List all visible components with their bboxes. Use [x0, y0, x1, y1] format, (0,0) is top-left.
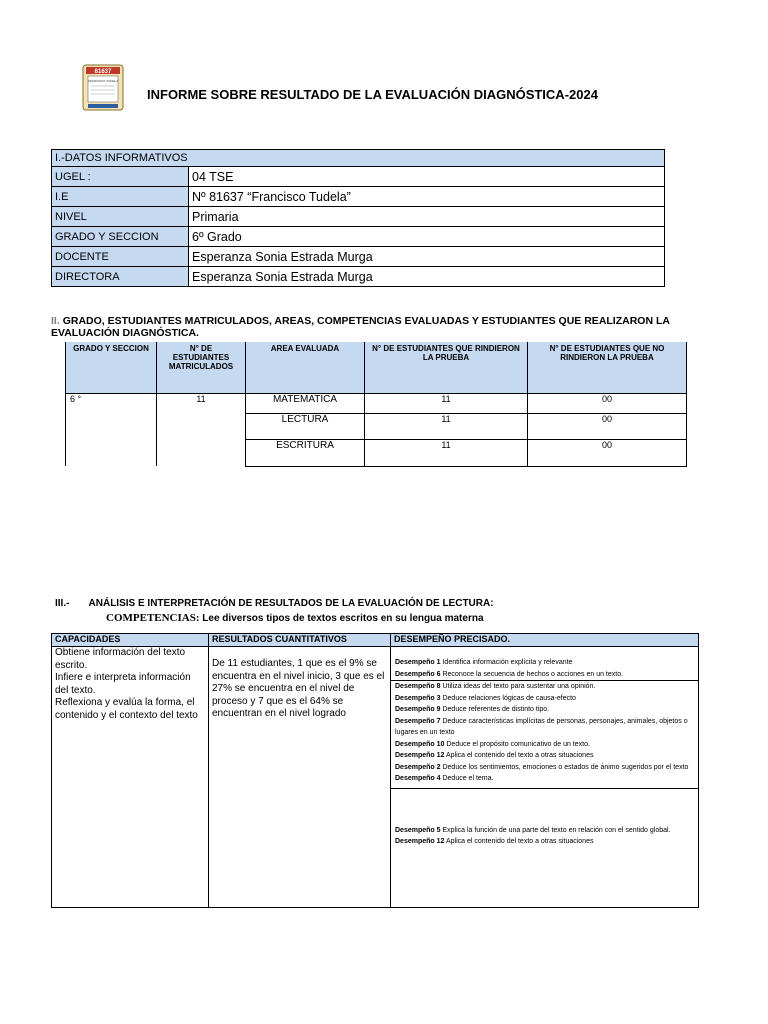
- col-header-area: AREA EVALUADA: [246, 342, 365, 394]
- logo-text: 81637: [94, 69, 112, 75]
- capacidad-item: Reflexiona y evalúa la forma, el contenido y el contexto del texto: [55, 697, 198, 721]
- section-2-title: GRADO, ESTUDIANTES MATRICULADOS, AREAS, COMPETENCIAS EVALUADAS Y ESTUDIANTES QUE REALIZARON LA EVALUACIÓN DIAGNÓSTICA.: [51, 315, 670, 339]
- col-header-no-rindieron: N° DE ESTUDIANTES QUE NO RINDIERON LA PRUEBA: [528, 342, 687, 394]
- section-2-number: II.: [51, 315, 60, 327]
- desempeno-item: Desempeño 12 Aplica el contenido del texto a otras situaciones: [395, 752, 594, 759]
- desempeno-item: Desempeño 9 Deduce referentes de distinto tipo.: [395, 706, 550, 713]
- table-row: [52, 227, 665, 247]
- matriculados-cell: 11: [157, 394, 246, 467]
- table-row: [52, 207, 665, 227]
- grado-value: 6º Grado: [189, 227, 665, 247]
- desempeno-cell: [391, 647, 699, 908]
- logo-caption: FRANCISCO TUDELA: [87, 79, 119, 83]
- section-3-title: ANÁLISIS E INTERPRETACIÓN DE RESULTADOS DE LA EVALUACIÓN DE LECTURA:: [88, 598, 494, 609]
- table-row: [52, 187, 665, 207]
- capacidad-item: Obtiene información del texto escrito.: [55, 647, 186, 671]
- nivel-value: Primaria: [189, 207, 665, 227]
- desempeno-item: Desempeño 5 Explica la función de una parte del texto en relación con el sentido global.: [395, 826, 671, 834]
- nivel-label: NIVEL: [52, 207, 189, 227]
- table-row: [66, 394, 687, 414]
- grado-label: GRADO Y SECCION: [52, 227, 189, 247]
- grado-cell: 6 °: [66, 394, 157, 467]
- desempeno-item: Desempeño 4 Deduce el tema.: [395, 775, 494, 782]
- area-cell: MATEMATICA: [246, 394, 365, 414]
- desempeno-group-c: [391, 788, 698, 888]
- section-2-heading: [51, 315, 741, 339]
- desempeno-item: Desempeño 2 Deduce los sentimientos, emociones o estados de ánimo sugeridos por el texto: [395, 763, 689, 771]
- competencias-text: Lee diversos tipos de textos escritos en su lengua materna: [202, 613, 484, 624]
- col-header-grado: GRADO Y SECCION: [66, 342, 157, 394]
- datos-heading: I.-DATOS INFORMATIVOS: [52, 150, 665, 167]
- table-row: [52, 247, 665, 267]
- page-title: INFORME SOBRE RESULTADO DE LA EVALUACIÓN DIAGNÓSTICA-2024: [147, 87, 598, 102]
- capacidades-cell: [52, 647, 209, 908]
- docente-value: Esperanza Sonia Estrada Murga: [189, 247, 665, 267]
- desempeno-item: Desempeño 10 Deduce el propósito comunicativo de un texto.: [395, 740, 590, 748]
- directora-value: Esperanza Sonia Estrada Murga: [189, 267, 665, 287]
- grado-estudiantes-table: [65, 342, 687, 467]
- competencias-line: [106, 612, 484, 624]
- datos-informativos-table: [51, 149, 665, 287]
- directora-label: DIRECTORA: [52, 267, 189, 287]
- section-3-heading: [55, 598, 494, 609]
- col-header-capacidades: CAPACIDADES: [52, 634, 209, 647]
- table-row: [52, 167, 665, 187]
- col-header-matriculados: N° DE ESTUDIANTES MATRICULADOS: [157, 342, 246, 394]
- area-cell: LECTURA: [246, 413, 365, 439]
- rindieron-cell: 11: [365, 394, 528, 414]
- ie-value: Nº 81637 “Francisco Tudela”: [189, 187, 665, 207]
- rindieron-cell: 11: [365, 440, 528, 466]
- resultados-cell: De 11 estudiantes, 1 que es el 9% se encuentra en el nivel inicio, 3 que es el 27% se encuentra en el nivel de proceso y 7 que es el 64% se encuentran en el nivel logrado: [209, 647, 391, 908]
- col-header-rindieron: N° DE ESTUDIANTES QUE RINDIERON LA PRUEBA: [365, 342, 528, 394]
- col-header-resultados: RESULTADOS CUANTITATIVOS: [209, 634, 391, 647]
- no-rindieron-cell: 00: [528, 413, 687, 439]
- desempeno-item: Desempeño 6 Reconoce la secuencia de hechos o acciones en un texto.: [395, 670, 624, 678]
- ugel-label: UGEL :: [52, 167, 189, 187]
- competencias-label: COMPETENCIAS:: [106, 612, 200, 624]
- no-rindieron-cell: 00: [528, 440, 687, 466]
- desempeno-item: Desempeño 7 Deduce características implícitas de personas, personajes, animales, objetos o lugares en un texto: [395, 717, 688, 736]
- ie-label: I.E: [52, 187, 189, 207]
- area-cell: ESCRITURA: [246, 440, 365, 466]
- desempeno-item: Desempeño 1 Identifica información explícita y relevante: [395, 659, 573, 666]
- school-logo: [82, 64, 124, 111]
- section-3-number: III.-: [55, 598, 70, 609]
- desempeno-item: Desempeño 3 Deduce relaciones lógicas de causa-efecto: [395, 694, 576, 702]
- desempeno-group-b: [391, 680, 698, 788]
- ugel-value: 04 TSE: [189, 167, 665, 187]
- desempeno-item: Desempeño 12 Aplica el contenido del texto a otras situaciones: [395, 838, 594, 845]
- desempeno-item: Desempeño 8 Utiliza ideas del texto para sustentar una opinión.: [395, 683, 596, 690]
- capacidad-item: Infiere e interpreta información del texto.: [55, 672, 191, 696]
- desempeno-group-a: [391, 647, 698, 680]
- col-header-desempeno: DESEMPEÑO PRECISADO.: [391, 634, 699, 647]
- lectura-results-table: [51, 633, 699, 908]
- table-row: [52, 267, 665, 287]
- rindieron-cell: 11: [365, 413, 528, 439]
- no-rindieron-cell: 00: [528, 394, 687, 414]
- docente-label: DOCENTE: [52, 247, 189, 267]
